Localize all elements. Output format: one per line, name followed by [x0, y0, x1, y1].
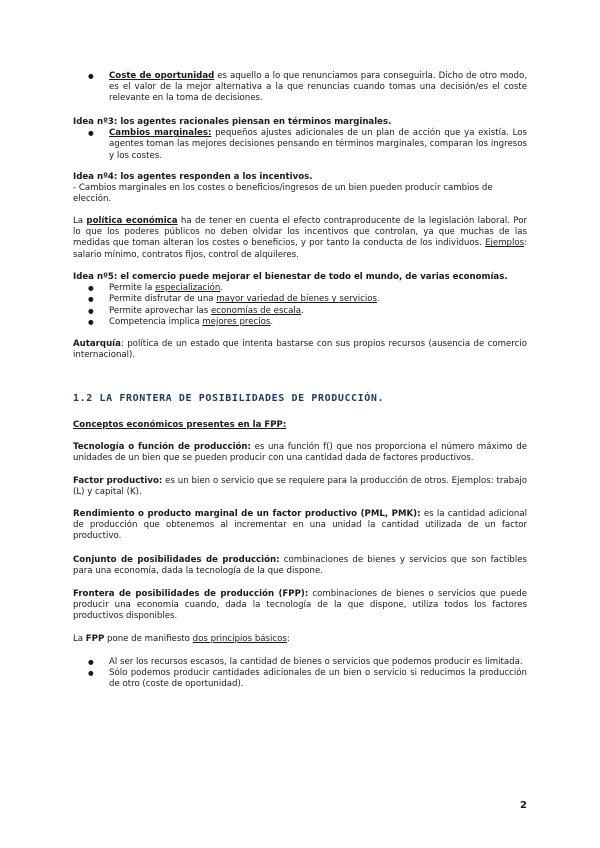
idea-5-block [73, 272, 527, 328]
list-item [73, 71, 527, 105]
term: Autarquía [73, 339, 121, 349]
text: : [286, 634, 290, 644]
list-item: ● Permite aprovechar las economías de escala. [73, 306, 527, 317]
term: Tecnología o función de producción: [73, 442, 251, 452]
list-item: ● Al ser los recursos escasos, la cantidad de bienes o servicios que podemos producir es limitada. [73, 657, 527, 668]
definition: : política de un estado que intenta bastarse con sus propios recursos (ausencia de comercio internacional). [73, 339, 527, 361]
definition: es un bien o servicio que se requiere para la producción de otros. Ejemplos: trabajo (L) y capital (K). [73, 476, 528, 498]
list-item: ● Permite la especialización. [73, 283, 527, 294]
section-heading: 1.2 LA FRONTERA DE POSIBILIDADES DE PRODUCCIÓN. [73, 393, 385, 404]
term: política económica [86, 216, 178, 226]
term: Cambios marginales: [109, 128, 212, 139]
idea-3-block [73, 117, 527, 162]
definition: pequeños ajustes adicionales de un plan de acción que ya existía. Los agentes toman las mejores decisiones pensando en términos marginales, comparan los ingresos y los costes. [109, 128, 527, 161]
text: La [73, 634, 86, 644]
term: Factor productivo: [73, 476, 163, 486]
list-item: ● Sólo podemos producir cantidades adicionales de un bien o servicio si reducimos la producción de otro (coste de oportunidad). [73, 668, 527, 690]
examples-label: Ejemplos [485, 238, 525, 249]
definition: es la cantidad adicional de producción que obtenemos al incrementar en una unidad la cantidad utilizada de un factor productivo. [73, 509, 528, 542]
definition: combinaciones de bienes y servicios que son factibles para una economía, dada la tecnología de la que dispone. [73, 555, 527, 577]
text: : salario mínimo, contratos fijos, control de alquileres. [73, 238, 527, 260]
idea-heading: Idea nº3: los agentes racionales piensan en términos marginales. [73, 117, 392, 127]
idea-heading: Idea nº4: los agentes responden a los incentivos. [73, 172, 313, 182]
list-item: ● Permite disfrutar de una mayor variedad de bienes y servicios. [73, 294, 527, 305]
opportunity-cost-block [73, 71, 527, 105]
autarky-paragraph [73, 339, 527, 361]
idea-4-block [73, 172, 527, 206]
text: ha de tener en cuenta el efecto contraproducente de la legislación laboral. Por lo que los poderes públicos no deben olvidar los incentivos que controlan, ya que muchas de las medidas que toman alteran los costes o beneficios, y por tanto la conducta de los individuos. [73, 216, 527, 249]
definition: es aquello a lo que renunciamos para conseguirla. Dicho de otro modo, es el valor de la mejor alternativa a la que renuncias cuando tomas una decisión/es el coste relevante en la toma de decisiones. [109, 71, 527, 104]
definition-yield [73, 509, 527, 543]
paragraph: - Cambios marginales en los costes o beneficios/ingresos de un bien pueden producir cambios de elección. [73, 183, 493, 205]
term: Rendimiento o producto marginal de un factor productivo (PML, PMK): [73, 509, 421, 519]
fpp-intro [73, 634, 527, 645]
fpp-principles [73, 657, 527, 691]
text: pone de manifiesto [104, 634, 193, 644]
idea-heading: Idea nº5: el comercio puede mejorar el bienestar de todo el mundo, de varias economías. [73, 272, 508, 282]
definition-frontier [73, 589, 527, 623]
term: FPP [85, 634, 105, 644]
text: La [73, 216, 87, 226]
term: Coste de oportunidad [109, 71, 215, 81]
definition: es una función f() que nos proporciona el número máximo de unidades de un bien que se pueden producir con una cantidad dada de factores productivos. [73, 442, 527, 464]
term: Conjunto de posibilidades de producción: [73, 555, 280, 565]
definition: combinaciones de bienes o servicios que puede producir una economía cuando, dada la tecnología de la que dispone, utiliza todos los factores productivos disponibles. [73, 589, 527, 622]
page-number: 2 [520, 800, 527, 811]
definition-technology [73, 442, 527, 464]
policy-paragraph [73, 216, 527, 261]
concepts-heading: Conceptos económicos presentes en la FPP: [73, 420, 287, 430]
list-item [73, 128, 527, 162]
term: Frontera de posibilidades de producción (FPP): [73, 589, 309, 599]
definition-factor [73, 476, 527, 498]
list-item: ● Competencia implica mejores precios. [73, 317, 527, 328]
definition-set [73, 555, 527, 577]
principles-label: dos principios básicos [192, 634, 287, 644]
